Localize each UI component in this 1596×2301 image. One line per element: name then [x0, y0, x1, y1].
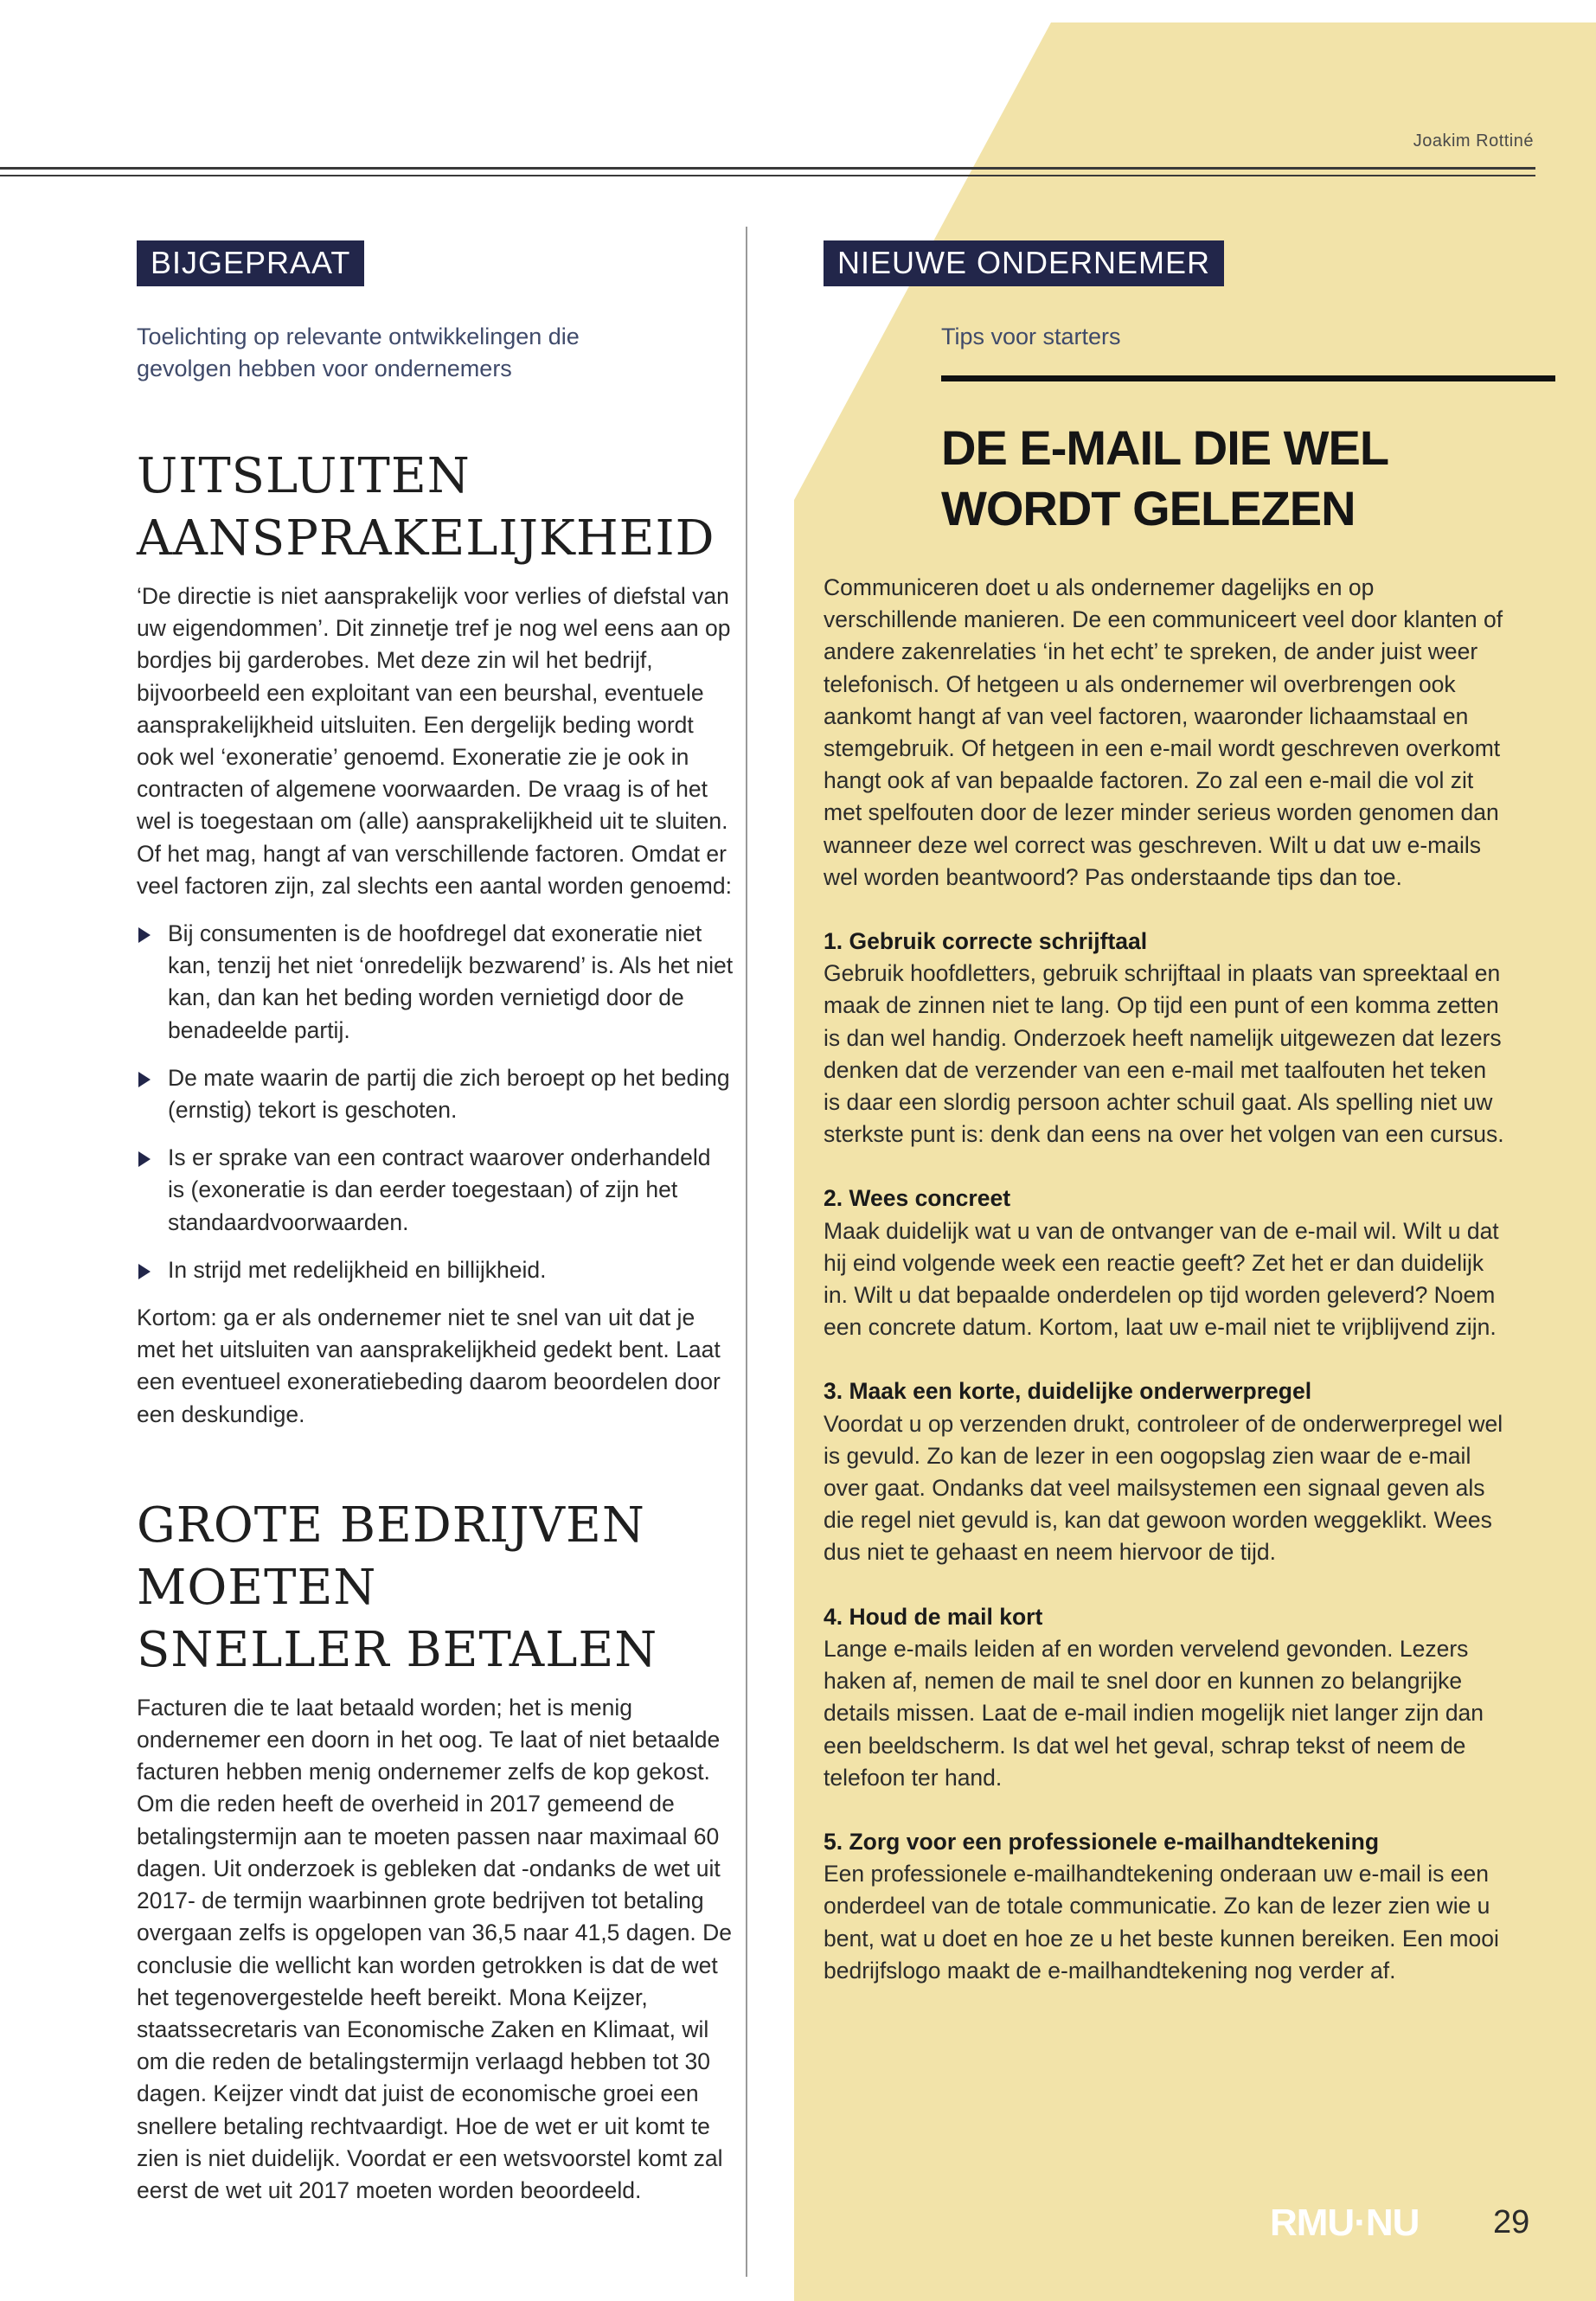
section-tag-nieuwe-ondernemer: NIEUWE ONDERNEMER — [824, 240, 1224, 286]
tip-item — [824, 926, 1507, 1150]
article-title-betalen — [137, 1495, 734, 1682]
section-tag-bijgepraat: BIJGEPRAAT — [137, 240, 364, 286]
list-item-text: In strijd met redelijkheid en billijkheid. — [168, 1256, 547, 1283]
tip-text: Lange e-mails leiden af en worden vervelend gevonden. Lezers haken af, nemen de mail te snel door en kunnen zo belangrijke details missen. Laat de e-mail indien mogelijk niet langer zijn dan een beeldscherm. Is dat wel het geval, schrap tekst of neem de telefoon ter hand. — [824, 1635, 1484, 1791]
tip-item — [824, 1375, 1507, 1568]
title-line: DE E-MAIL DIE WEL — [941, 420, 1389, 475]
triangle-bullet-icon — [138, 927, 151, 943]
list-item-text: De mate waarin de partij die zich beroept op het beding (ernstig) tekort is geschoten. — [168, 1064, 730, 1124]
tip-title: 4. Houd de mail kort — [824, 1603, 1043, 1630]
article-intro-email: Communiceren doet u als ondernemer dagelijks en op verschillende manieren. De een communiceert veel door klanten of andere zakenrelaties ‘in het echt’ te spreken, de ander juist weer telefonisch. Of hetgeen u als ondernemer wil overbrengen ook aankomt hangt af van veel factoren, waaronder lichaamstaal en stemgebruik. Of hetgeen in een e-mail wordt geschreven overkomt hangt ook af van bepaalde factoren. Zo zal een e-mail die vol zit met spelfouten door de lezer minder serieus worden genomen dan wanneer deze wel correct was geschreven. Wilt u dat uw e-mails wel worden beantwoord? Pas onderstaande tips dan toe. — [824, 574, 1503, 890]
title-line: SNELLER BETALEN — [137, 1621, 658, 1678]
tip-title: 1. Gebruik correcte schrijftaal — [824, 928, 1148, 955]
title-line: GROTE BEDRIJVEN MOETEN — [137, 1497, 645, 1616]
article-conclusion: Kortom: ga er als ondernemer niet te snel van uit dat je met het uitsluiten van aansprakelijkheid gedekt bent. Laat een eventueel exoneratiebeding daarom beoordelen door een deskundige. — [137, 1304, 721, 1427]
header-rule-bottom — [0, 175, 1535, 176]
title-line: AANSPRAKELIJKHEID — [137, 510, 715, 567]
author-name: Joakim Rottiné — [1413, 131, 1534, 151]
title-bar — [941, 375, 1555, 381]
column-divider — [746, 227, 747, 2277]
page-number: 29 — [1493, 2204, 1530, 2240]
tip-title: 2. Wees concreet — [824, 1185, 1011, 1212]
list-item-text: Bij consumenten is de hoofdregel dat exoneratie niet kan, tenzij het niet ‘onredelijk bezwarend’ is. Als het niet kan, dan kan het beding worden vernietigd door de benadeelde partij. — [168, 920, 734, 1043]
article-intro: ‘De directie is niet aansprakelijk voor verlies of diefstal van uw eigendommen’. Dit zinnetje tref je nog wel eens aan op bordjes bij garderobes. Met deze zin wil het bedrijf, bijvoorbeeld een exploitant van een beurshal, eventuele aansprakelijkheid uitsluiten. Een dergelijk beding wordt ook wel ‘exoneratie’ genoemd. Exoneratie zie je ook in contracten of algemene voorwaarden. De vraag is of het wel is toegestaan om (alle) aansprakelijkheid uit te sluiten. Of het mag, hangt af van verschillende factoren. Omdat er veel factoren zijn, zal slechts een aantal worden genoemd: — [137, 583, 732, 899]
left-subtitle-line: gevolgen hebben voor ondernemers — [137, 356, 512, 381]
factor-list — [137, 918, 734, 1286]
tip-title: 3. Maak een korte, duidelijke onderwerpregel — [824, 1378, 1312, 1405]
tip-item — [824, 1826, 1507, 1987]
left-subtitle-line: Toelichting op relevante ontwikkelingen die — [137, 324, 580, 349]
right-subtitle: Tips voor starters — [941, 324, 1121, 349]
list-item-text: Is er sprake van een contract waarover onderhandeld is (exoneratie is dan eerder toegestaan) of zijn het standaardvoorwaarden. — [168, 1144, 711, 1235]
article-title-email — [941, 418, 1507, 539]
tip-item — [824, 1601, 1507, 1794]
tip-text: Een professionele e-mailhandtekening onderaan uw e-mail is een onderdeel van de totale communicatie. Zo kan de lezer zien wie u bent, wat u doet en hoe ze u het beste kunnen bereiken. Een mooi bedrijfslogo maakt de e-mailhandtekening nog verder af. — [824, 1861, 1499, 1984]
tip-text: Voordat u op verzenden drukt, controleer of de onderwerpregel wel is gevuld. Zo kan de lezer in een oogopslag zien waar de e-mail over gaat. Ondanks dat veel mailsystemen een signaal geven als die regel niet gevuld is, kan dat gewoon worden weggeklikt. Wees dus niet te gehaast en neem hiervoor de tijd. — [824, 1410, 1503, 1566]
right-column — [824, 240, 1507, 1987]
triangle-bullet-icon — [138, 1151, 151, 1167]
list-item — [137, 918, 734, 1047]
list-item — [137, 1142, 734, 1239]
triangle-bullet-icon — [138, 1072, 151, 1087]
list-item — [137, 1254, 734, 1286]
title-line: WORDT GELEZEN — [941, 481, 1356, 535]
list-item — [137, 1062, 734, 1126]
article-body-betalen: Facturen die te laat betaald worden; het is menig ondernemer een doorn in het oog. Te laat of niet betaalde facturen hebben menig ondernemer zelfs de kop gekost. Om die reden heeft de overheid in 2017 gemeend de betalingstermijn aan te moeten passen naar maximaal 60 dagen. Uit onderzoek is gebleken dat -ondanks de wet uit 2017- de termijn waarbinnen grote bedrijven tot betaling overgaan zelfs is opgelopen van 36,5 naar 41,5 dagen. De conclusie die wellicht kan worden getrokken is dat de wet het tegenovergestelde heeft bereikt. Mona Keijzer, staatssecretaris van Economische Zaken en Klimaat, wil om die reden de betalingstermijn verlaagd hebben tot 30 dagen. Keijzer vindt dat juist de economische groei een snellere betaling rechtvaardigt. Hoe de wet er uit komt te zien is niet duidelijk. Voordat er een wetsvoorstel komt zal eerst de wet uit 2017 moeten worden beoordeeld. — [137, 1694, 733, 2203]
title-line: UITSLUITEN — [137, 448, 471, 504]
article-title-aansprakelijkheid — [137, 445, 734, 570]
tip-text: Maak duidelijk wat u van de ontvanger van de e-mail wil. Wilt u dat hij eind volgende week een reactie geeft? Zet het er dan duidelijk in. Wilt u dat bepaalde onderdelen op tijd worden geleverd? Noem een concrete datum. Kortom, laat uw e-mail niet te vrijblijvend zijn. — [824, 1217, 1499, 1341]
left-subtitle — [137, 321, 734, 385]
tip-item — [824, 1183, 1507, 1343]
header-rule-top — [0, 167, 1535, 170]
triangle-bullet-icon — [138, 1264, 151, 1279]
tip-title: 5. Zorg voor een professionele e-mailhandtekening — [824, 1828, 1380, 1855]
rmu-nu-logo: RMU·NU — [1270, 2202, 1420, 2244]
tip-text: Gebruik hoofdletters, gebruik schrijftaal in plaats van spreektaal en maak de zinnen niet te lang. Op tijd een punt of een komma zetten is dan wel handig. Onderzoek heeft namelijk uitgewezen dat lezers denken dat de verzender van een e-mail met taalfouten het teken is daar een slordig persoon achter schuil gaat. Als spelling niet uw sterkste punt is: denk dan eens na over het volgen van een cursus. — [824, 960, 1504, 1148]
left-column — [137, 240, 734, 2207]
